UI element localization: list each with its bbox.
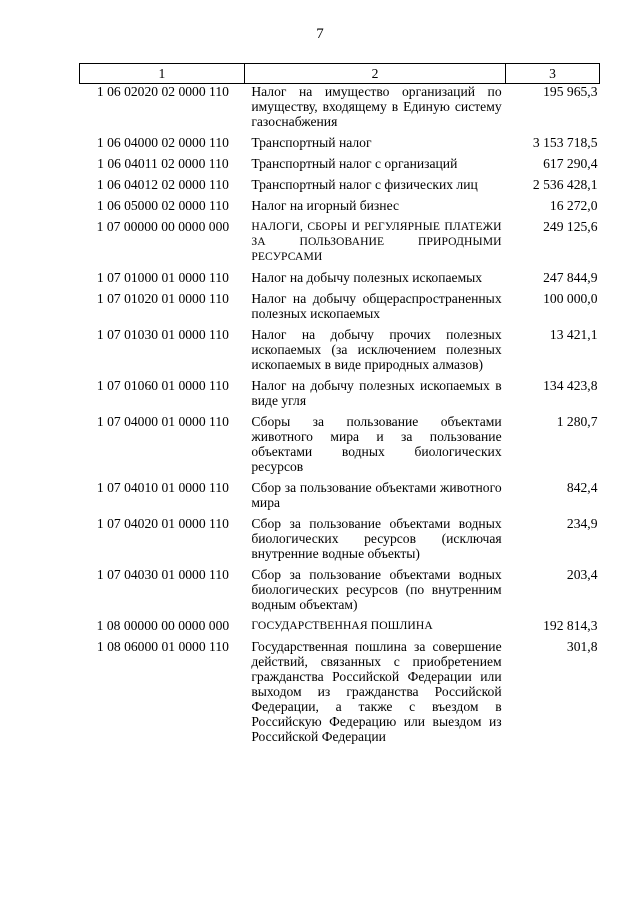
column-header-name: 2 xyxy=(244,64,505,84)
budget-classification-code: 1 07 04010 01 0000 110 xyxy=(96,480,229,495)
table-row xyxy=(80,639,600,750)
revenue-amount: 247 844,9 xyxy=(543,270,598,285)
revenue-item-name: Сбор за пользование объектами водных биологических ресурсов (по внутренним водным объектам) xyxy=(251,567,502,612)
revenue-item-name: Сборы за пользование объектами животного мира и за пользование объектами водных биологических ресурсов xyxy=(251,414,502,474)
revenue-amount: 203,4 xyxy=(566,567,598,582)
budget-classification-code: 1 07 04030 01 0000 110 xyxy=(96,567,229,582)
revenue-item-name: Сбор за пользование объектами водных биологических ресурсов (исключая внутренние водные объекты) xyxy=(251,516,502,561)
table-body xyxy=(80,84,600,751)
budget-classification-code: 1 07 01030 01 0000 110 xyxy=(96,327,229,342)
table-row xyxy=(80,567,600,618)
header-row xyxy=(80,64,600,84)
budget-classification-code: 1 06 04011 02 0000 110 xyxy=(97,156,229,171)
revenue-amount: 301,8 xyxy=(566,639,598,654)
revenue-item-name: Сбор за пользование объектами животного мира xyxy=(251,480,502,510)
table-row xyxy=(80,156,600,177)
budget-classification-code: 1 07 01060 01 0000 110 xyxy=(96,378,229,393)
column-header-code: 1 xyxy=(80,64,245,84)
revenue-item-name: Государственная пошлина за совершение действий, связанных с приобретением гражданства Российской Федерации или выходом из гражданства Российской Федерации, а также с въездом в Российскую Федерацию или выездом из Российской Федерации xyxy=(251,639,502,744)
budget-classification-code: 1 06 05000 02 0000 110 xyxy=(96,198,229,213)
revenue-item-name: ГОСУДАРСТВЕННАЯ ПОШЛИНА xyxy=(251,619,433,632)
table-row xyxy=(80,378,600,414)
revenue-item-name: Транспортный налог с организаций xyxy=(251,156,458,171)
budget-classification-code: 1 06 04012 02 0000 110 xyxy=(96,177,229,192)
revenue-amount: 842,4 xyxy=(566,480,598,495)
table-row xyxy=(80,270,600,291)
budget-classification-code: 1 07 04020 01 0000 110 xyxy=(96,516,229,531)
table-row xyxy=(80,480,600,516)
budget-revenue-table xyxy=(79,63,600,750)
revenue-amount: 3 153 718,5 xyxy=(532,135,598,150)
revenue-item-name: Налог на добычу общераспространенных полезных ископаемых xyxy=(251,291,502,321)
budget-classification-code: 1 07 04000 01 0000 110 xyxy=(96,414,229,429)
page-number: 7 xyxy=(316,26,324,42)
revenue-amount: 134 423,8 xyxy=(543,378,598,393)
revenue-amount: 16 272,0 xyxy=(549,198,598,213)
revenue-amount: 195 965,3 xyxy=(543,84,598,99)
revenue-amount: 617 290,4 xyxy=(543,156,598,171)
revenue-item-name: Налог на добычу полезных ископаемых xyxy=(251,270,483,285)
table-row xyxy=(80,177,600,198)
revenue-amount: 2 536 428,1 xyxy=(532,177,598,192)
revenue-item-name: Налог на имущество организаций по имуществу, входящему в Единую систему газоснабжения xyxy=(251,84,502,129)
budget-classification-code: 1 08 06000 01 0000 110 xyxy=(96,639,229,654)
revenue-item-name: Транспортный налог с физических лиц xyxy=(251,177,478,192)
table-row xyxy=(80,618,600,639)
table-row xyxy=(80,135,600,156)
table-row xyxy=(80,327,600,378)
budget-classification-code: 1 08 00000 00 0000 000 xyxy=(96,618,230,633)
table-row xyxy=(80,291,600,327)
revenue-item-name: Налог на добычу прочих полезных ископаемых (за исключением полезных ископаемых в виде природных алмазов) xyxy=(251,327,502,372)
budget-classification-code: 1 06 04000 02 0000 110 xyxy=(96,135,229,150)
revenue-item-name: Налог на добычу полезных ископаемых в виде угля xyxy=(251,378,502,408)
table-row xyxy=(80,219,600,270)
budget-classification-code: 1 07 00000 00 0000 000 xyxy=(96,219,230,234)
revenue-amount: 192 814,3 xyxy=(543,618,598,633)
budget-classification-code: 1 07 01000 01 0000 110 xyxy=(96,270,229,285)
column-header-amount: 3 xyxy=(506,64,600,84)
budget-classification-code: 1 07 01020 01 0000 110 xyxy=(96,291,229,306)
budget-classification-code: 1 06 02020 02 0000 110 xyxy=(96,84,229,99)
table-header xyxy=(80,64,600,84)
table-row xyxy=(80,414,600,480)
revenue-amount: 1 280,7 xyxy=(556,414,598,429)
table-row xyxy=(80,516,600,567)
revenue-amount: 13 421,1 xyxy=(549,327,598,342)
revenue-amount: 100 000,0 xyxy=(543,291,598,306)
table-row xyxy=(80,84,600,136)
revenue-item-name: НАЛОГИ, СБОРЫ И РЕГУЛЯРНЫЕ ПЛАТЕЖИ ЗА ПОЛЬЗОВАНИЕ ПРИРОДНЫМИ РЕСУРСАМИ xyxy=(251,220,502,263)
table-row xyxy=(80,198,600,219)
revenue-amount: 234,9 xyxy=(566,516,598,531)
revenue-item-name: Транспортный налог xyxy=(251,135,372,150)
revenue-amount: 249 125,6 xyxy=(543,219,598,234)
revenue-item-name: Налог на игорный бизнес xyxy=(251,198,399,213)
